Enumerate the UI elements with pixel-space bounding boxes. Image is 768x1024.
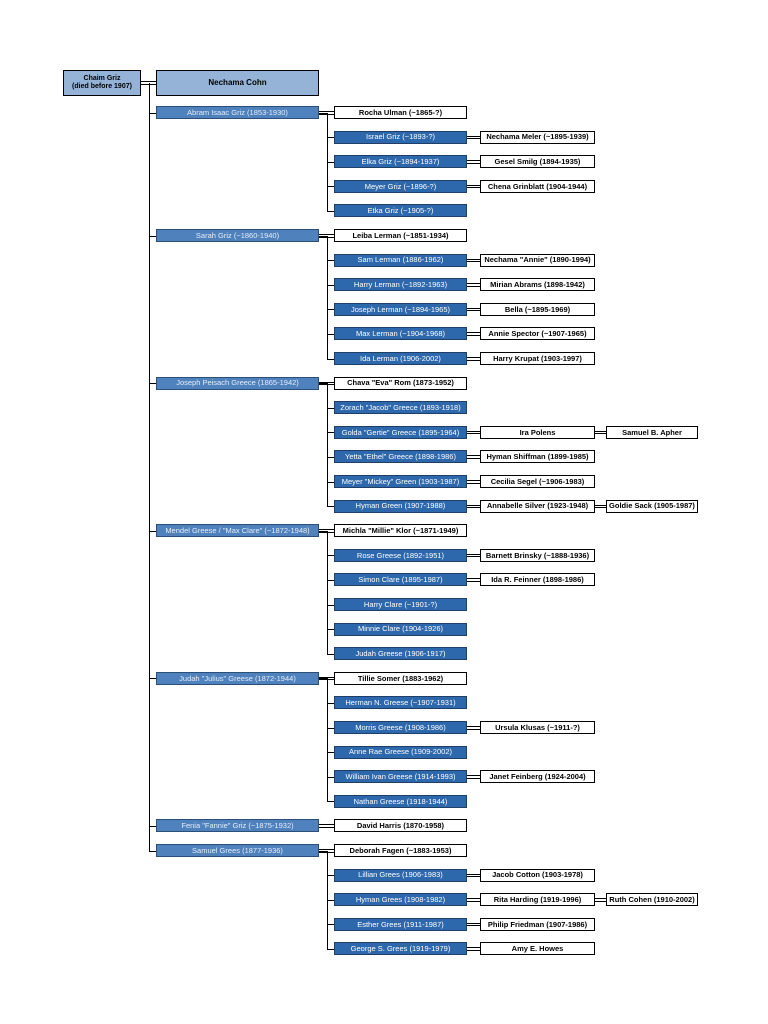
family-1-child-2-spouse-0[interactable]: Bella (~1895-1969) <box>480 303 595 316</box>
family-1-child-4-marriage-0-a <box>467 357 480 358</box>
family-6-child-1-spouse-0[interactable]: Rita Harding (1919-1996) <box>480 893 595 906</box>
family-1-child-3-connector <box>327 334 334 335</box>
family-5-spouse[interactable]: David Harris (1870-1958) <box>334 819 467 832</box>
family-0-parent[interactable]: Abram Isaac Griz (1853-1930) <box>156 106 319 119</box>
family-4-child-3-spouse-0[interactable]: Janet Feinberg (1924-2004) <box>480 770 595 783</box>
family-3-child-1-spouse-0[interactable]: Ida R. Feinner (1898-1986) <box>480 573 595 586</box>
family-2-child-3-connector <box>327 482 334 483</box>
family-4-child-1-marriage-0-b <box>467 729 480 730</box>
family-3-child-2[interactable]: Harry Clare (~1901-?) <box>334 598 467 611</box>
family-6-child-1-connector <box>327 900 334 901</box>
family-1-child-0-connector <box>327 260 334 261</box>
family-4-child-0-connector <box>327 703 334 704</box>
family-2-child-4-connector <box>327 506 334 507</box>
family-6-child-3-marriage-0-b <box>467 950 480 951</box>
family-2-parent[interactable]: Joseph Peisach Greece (1865-1942) <box>156 377 319 390</box>
progenitor-spouse-box[interactable]: Nechama Cohn <box>156 70 319 96</box>
family-4-child-3-connector <box>327 777 334 778</box>
family-4-child-1-connector <box>327 728 334 729</box>
family-1-child-1-marriage-0-a <box>467 283 480 284</box>
family-3-child-0-connector <box>327 555 334 556</box>
family-6-child-0-connector <box>327 875 334 876</box>
family-6-child-0-spouse-0[interactable]: Jacob Cotton (1903-1978) <box>480 869 595 882</box>
family-2-child-0[interactable]: Zorach "Jacob" Greece (1893-1918) <box>334 401 467 414</box>
family-2-child-3-spouse-0[interactable]: Cecilia Segel (~1906-1983) <box>480 475 595 488</box>
family-0-child-0-connector <box>327 137 334 138</box>
family-6-child-3[interactable]: George S. Grees (1919-1979) <box>334 942 467 955</box>
family-4-child-2-connector <box>327 752 334 753</box>
family-0-child-0-spouse-0[interactable]: Nechama Meler (~1895-1939) <box>480 131 595 144</box>
family-2-child-1-marriage-1-b <box>595 433 606 434</box>
family-3-descent-a <box>319 531 327 532</box>
family-1-child-0[interactable]: Sam Lerman (1886-1962) <box>334 254 467 267</box>
family-1-child-3-spouse-0[interactable]: Annie Spector (~1907-1965) <box>480 327 595 340</box>
progenitor-marriage-line-1 <box>141 81 156 82</box>
family-0-child-0[interactable]: Israel Griz (~1893-?) <box>334 131 467 144</box>
family-0-child-2[interactable]: Meyer Griz (~1896-?) <box>334 180 467 193</box>
family-1-child-1[interactable]: Harry Lerman (~1892-1963) <box>334 278 467 291</box>
family-6-trunk-connector <box>149 851 156 852</box>
family-1-child-4-spouse-0[interactable]: Harry Krupat (1903-1997) <box>480 352 595 365</box>
family-0-trunk-connector <box>149 113 156 114</box>
family-2-child-1-marriage-0-b <box>467 433 480 434</box>
family-1-child-2-marriage-0-a <box>467 308 480 309</box>
family-2-descent-a <box>319 383 327 384</box>
family-3-child-1-marriage-0-b <box>467 581 480 582</box>
family-2-child-1-marriage-0-a <box>467 431 480 432</box>
family-4-child-0[interactable]: Herman N. Greese (~1907-1931) <box>334 696 467 709</box>
family-2-child-2-spouse-0[interactable]: Hyman Shiffman (1899-1985) <box>480 450 595 463</box>
family-0-child-2-marriage-0-a <box>467 185 480 186</box>
family-6-child-0-marriage-0-b <box>467 876 480 877</box>
family-2-child-3-marriage-0-a <box>467 480 480 481</box>
family-6-child-2-connector <box>327 924 334 925</box>
family-4-child-1[interactable]: Morris Greese (1908-1986) <box>334 721 467 734</box>
family-1-child-3-marriage-0-a <box>467 332 480 333</box>
family-1-child-0-spouse-0[interactable]: Nechama "Annie" (1890-1994) <box>480 254 595 267</box>
family-0-child-1-marriage-0-b <box>467 163 480 164</box>
family-5-parent[interactable]: Fenia "Fannie" Griz (~1875-1932) <box>156 819 319 832</box>
family-4-child-4-connector <box>327 801 334 802</box>
family-4-child-3-marriage-0-b <box>467 778 480 779</box>
family-6-child-3-connector <box>327 949 334 950</box>
family-6-child-1-marriage-1-a <box>595 898 606 899</box>
family-0-child-2-marriage-0-b <box>467 187 480 188</box>
family-4-descent-a <box>319 678 327 679</box>
family-3-child-1[interactable]: Simon Clare (1895-1987) <box>334 573 467 586</box>
family-0-child-0-marriage-0-a <box>467 136 480 137</box>
family-3-child-1-marriage-0-a <box>467 578 480 579</box>
family-0-descent-b <box>327 113 328 212</box>
family-3-child-2-connector <box>327 605 334 606</box>
progenitor-note: (died before 1907) <box>72 83 132 90</box>
family-6-parent[interactable]: Samuel Grees (1877-1936) <box>156 844 319 857</box>
family-0-child-1[interactable]: Elka Griz (~1894-1937) <box>334 155 467 168</box>
family-6-descent-a <box>319 851 327 852</box>
family-3-child-0[interactable]: Rose Greese (1892-1951) <box>334 549 467 562</box>
family-2-child-4-marriage-0-b <box>467 507 480 508</box>
family-3-child-0-spouse-0[interactable]: Barnett Brinsky (~1888-1936) <box>480 549 595 562</box>
family-6-child-1-marriage-0-a <box>467 898 480 899</box>
family-2-child-1-spouse-0[interactable]: Ira Polens <box>480 426 595 439</box>
family-4-child-1-spouse-0[interactable]: Ursula Klusas (~1911-?) <box>480 721 595 734</box>
family-2-trunk-connector <box>149 383 156 384</box>
family-0-child-1-marriage-0-a <box>467 160 480 161</box>
family-3-child-0-marriage-0-b <box>467 556 480 557</box>
family-6-child-1-spouse-1[interactable]: Ruth Cohen (1910-2002) <box>606 893 698 906</box>
family-2-child-0-connector <box>327 408 334 409</box>
family-1-child-3[interactable]: Max Lerman (~1904-1968) <box>334 327 467 340</box>
family-6-child-3-spouse-0[interactable]: Amy E. Howes <box>480 942 595 955</box>
family-1-spouse[interactable]: Leiba Lerman (~1851-1934) <box>334 229 467 242</box>
family-3-parent[interactable]: Mendel Greese / "Max Clare" (~1872-1948) <box>156 524 319 537</box>
family-2-child-1-marriage-1-a <box>595 431 606 432</box>
family-2-child-4-marriage-0-a <box>467 505 480 506</box>
family-1-child-2-connector <box>327 309 334 310</box>
family-3-child-0-marriage-0-a <box>467 554 480 555</box>
family-2-child-1[interactable]: Golda "Gertie" Greece (1895-1964) <box>334 426 467 439</box>
family-1-descent-b <box>327 236 328 360</box>
family-1-child-0-marriage-0-a <box>467 259 480 260</box>
family-6-child-2-spouse-0[interactable]: Philip Friedman (1907-1986) <box>480 918 595 931</box>
family-4-spouse[interactable]: Tillie Somer (1883-1962) <box>334 672 467 685</box>
family-1-child-1-connector <box>327 285 334 286</box>
family-3-child-3-connector <box>327 629 334 630</box>
family-4-trunk-connector <box>149 678 156 679</box>
family-2-child-4-spouse-1[interactable]: Goldie Sack (1905-1987) <box>606 500 698 513</box>
family-2-child-4-marriage-1-a <box>595 505 606 506</box>
family-2-child-3[interactable]: Meyer "Mickey" Green (1903-1987) <box>334 475 467 488</box>
family-2-child-2-marriage-0-b <box>467 458 480 459</box>
family-2-child-1-connector <box>327 432 334 433</box>
family-2-child-1-spouse-1[interactable]: Samuel B. Apher <box>606 426 698 439</box>
family-6-child-3-marriage-0-a <box>467 947 480 948</box>
family-4-child-1-marriage-0-a <box>467 726 480 727</box>
family-0-child-3-connector <box>327 211 334 212</box>
progenitor-name: Chaim Griz <box>83 74 121 82</box>
family-6-child-2[interactable]: Esther Grees (1911-1987) <box>334 918 467 931</box>
family-4-child-4[interactable]: Nathan Greese (1918-1944) <box>334 795 467 808</box>
family-6-child-2-marriage-0-a <box>467 923 480 924</box>
family-4-descent-b <box>327 678 328 802</box>
main-trunk <box>149 83 150 852</box>
family-1-child-1-spouse-0[interactable]: Mirian Abrams (1898-1942) <box>480 278 595 291</box>
family-6-child-0-marriage-0-a <box>467 874 480 875</box>
family-2-child-4-spouse-0[interactable]: Annabelle Silver (1923-1948) <box>480 500 595 513</box>
progenitor-box[interactable] <box>63 70 141 96</box>
family-6-child-1-marriage-0-b <box>467 901 480 902</box>
family-6-child-2-marriage-0-b <box>467 925 480 926</box>
family-3-child-4-connector <box>327 654 334 655</box>
family-3-child-3[interactable]: Minnie Clare (1904-1926) <box>334 623 467 636</box>
family-2-child-2-connector <box>327 457 334 458</box>
family-5-marriage-b <box>319 827 334 828</box>
family-2-child-4-marriage-1-b <box>595 507 606 508</box>
family-0-child-2-connector <box>327 186 334 187</box>
family-2-child-3-marriage-0-b <box>467 483 480 484</box>
family-0-child-2-spouse-0[interactable]: Chena Grinblatt (1904-1944) <box>480 180 595 193</box>
family-2-descent-b <box>327 383 328 507</box>
family-1-child-4-marriage-0-b <box>467 360 480 361</box>
family-4-child-3-marriage-0-a <box>467 775 480 776</box>
family-1-trunk-connector <box>149 236 156 237</box>
family-1-child-4-connector <box>327 359 334 360</box>
family-1-parent[interactable]: Sarah Griz (~1860-1940) <box>156 229 319 242</box>
family-1-child-1-marriage-0-b <box>467 286 480 287</box>
family-2-child-2[interactable]: Yetta "Ethel" Greece (1898-1986) <box>334 450 467 463</box>
family-5-marriage-a <box>319 824 334 825</box>
family-4-child-3[interactable]: William Ivan Greese (1914-1993) <box>334 770 467 783</box>
family-0-spouse[interactable]: Rocha Ulman (~1865-?) <box>334 106 467 119</box>
family-2-child-4[interactable]: Hyman Green (1907-1988) <box>334 500 467 513</box>
family-3-child-4[interactable]: Judah Greese (1906-1917) <box>334 647 467 660</box>
family-5-trunk-connector <box>149 826 156 827</box>
family-6-child-1-marriage-1-b <box>595 901 606 902</box>
family-1-child-2[interactable]: Joseph Lerman (~1894-1965) <box>334 303 467 316</box>
family-2-spouse[interactable]: Chava "Eva" Rom (1873-1952) <box>334 377 467 390</box>
family-1-child-2-marriage-0-b <box>467 310 480 311</box>
family-3-trunk-connector <box>149 531 156 532</box>
family-1-child-0-marriage-0-b <box>467 261 480 262</box>
family-0-child-3[interactable]: Etka Griz (~1905-?) <box>334 204 467 217</box>
family-0-child-0-marriage-0-b <box>467 138 480 139</box>
family-3-spouse[interactable]: Michla "Millie" Klor (~1871-1949) <box>334 524 467 537</box>
family-2-child-2-marriage-0-a <box>467 455 480 456</box>
family-4-parent[interactable]: Judah "Julius" Greese (1872-1944) <box>156 672 319 685</box>
family-0-child-1-spouse-0[interactable]: Gesel Smilg (1894-1935) <box>480 155 595 168</box>
family-1-child-4[interactable]: Ida Lerman (1906-2002) <box>334 352 467 365</box>
family-0-child-1-connector <box>327 162 334 163</box>
family-1-child-3-marriage-0-b <box>467 335 480 336</box>
family-1-descent-a <box>319 236 327 237</box>
family-6-descent-b <box>327 851 328 950</box>
family-6-child-0[interactable]: Lillian Grees (1906-1983) <box>334 869 467 882</box>
family-0-descent-a <box>319 113 327 114</box>
family-3-child-1-connector <box>327 580 334 581</box>
family-3-descent-b <box>327 531 328 655</box>
family-4-child-2[interactable]: Anne Rae Greese (1909-2002) <box>334 746 467 759</box>
family-6-spouse[interactable]: Deborah Fagen (~1883-1953) <box>334 844 467 857</box>
family-6-child-1[interactable]: Hyman Grees (1908-1982) <box>334 893 467 906</box>
